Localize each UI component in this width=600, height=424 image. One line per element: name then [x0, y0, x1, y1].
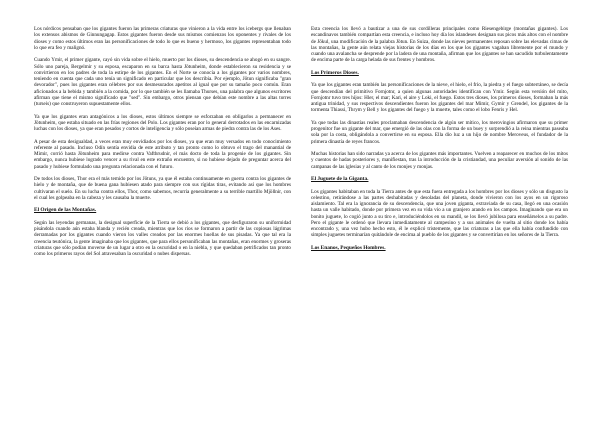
section-heading: El Juguete de la Giganta. [311, 176, 369, 182]
paragraph: Ya que los gigantes eran antagónicos a los dioses, estos últimos siempre se esforzaban en obligarlos a permanecer en Jötunheim, que estaba situado en las frías regiones del Polo. Los gigantes eran por lo general derrotados en las encarnizadas luchas con los dioses, ya que eran pesados y cortos de inteligencia y sólo poseían armas de piedra contra las de los Ases. [34, 113, 291, 132]
paragraph: Los nórdicos pensaban que los gigantes fueron las primeras criaturas que vinieron a la vida entre los icebergs que llenaban los extensos abismos de Ginnungagap. Estos gigantes fueron desde sus mismos comienzos los oponentes y rivales de los dioses y como estos últimos eran las personificaciones de todo lo que es bueno y hermoso, los gigantes representaban todo lo que era feo y malignó. [34, 26, 291, 51]
left-column [34, 26, 291, 424]
paragraph: Según las leyendas germanas, la desigual superficie de la Tierra se debió a los gigantes, que desfiguraron su uniformidad pisándola cuando aún estaba blanda y recién creada, mientras que los ríos se formaron a partir de las copiosas lágrimas derramadas por los gigantes cuando vieron los valles creados por las enormes huellas de sus pisadas. Ya que tal era la creencia teutónica, la gente imaginaba que los gigantes, que para ellos personificaban las montañas, eran enormes y groseras criaturas que sólo podían moverse de un lugar a otro en la oscuridad o en la niebla, y que quedaban petrificados tan pronto como los primeros rayos del Sol atravesaban la oscuridad o nubes dispersas. [34, 219, 291, 257]
paragraph: Cuando Ymir, el primer gigante, cayó sin vida sobre el hielo, muerto por los dioses, su descendencia se ahogó en su sangre. Sólo uno pareja, Bergelmir y su esposa, escaparon en su barca hasta Jötunheim, donde establecieron su residencia y se convirtieron en los padres de toda la estirpe de los gigantes. En el Norte se conocía a los gigantes por varios nombres, teniendo en cuenta que cada uno tenía un significado en particular que los describía. Por ejemplo, Jötun significaba "gran devorador", pues los gigantes eran célebres por sus desmesurados apetitos al igual que por su tamaño poco común. Eran aficionados a la bebida y también a la comida, por lo que también se les llamaba Thurses, una palabra que algunos escritores afirman que tiene el mismo significado que "sed". Sin embargo, otros piensan que debían este nombre a las altas torres (turseis) que construyeron supuestamente ellos. [34, 57, 291, 107]
paragraph: De todos los dioses, Thor era el más temido por los Jötuns, ya que él estaba continuamente en guerra contra los gigantes de hielo y de montaña, que de buena gana hubiesen atado para siempre con sus rígidas tiras, evitando así que los hombres cultivaran el suelo. En su lucha contra ellos, Thor, como sabemos, recurría generalmente a su terrible martillo Mjöllnir, con el cual les golpeaba en la cabeza y les causaba la muerte. [34, 176, 291, 201]
paragraph: A pesar de esta desigualdad, a veces eran muy envidiados por los dioses, ya que eran muy versados en todo conocimiento referente al pasado. Incluso Odín sentía envidia de este atributo y tan pronto como lo obtuvo el trago del manantial de Mimir, corrió hasta Jötunheim para medirse contra Vafthrudnir, el más docto de toda la progenie de los gigantes. Sin embargo, nunca hubiese logrado vencer a su rival en este extraño encuentro, si no hubiese dejado de preguntar acerca del pasado y hubiese formulado una pregunta relacionada con el futuro. [34, 138, 291, 170]
paragraph: Ya que los gigantes eran también las personificaciones de la nieve, el hielo, el frío, la piedra y el fuego subterráneo, se decía que descendían del primitivo Fornjotnr, a quien algunas autoridades identifican con Ymir. Según esta versión del mito, Fornjotnr tuvo tres hijos: Hler, el mar; Kari, el aire y Loki, el fuego. Estos tres dioses, los primeros dioses, formaban la más antigua trinidad, y sus respectivos descendientes fueron los gigantes del mar Mimir, Gymir y Grendel, los gigantes de la tormenta Thiassi, Thrym y Bell y los gigantes del fuego y la muerte, tales como el lobo Fenris y Hel. [311, 82, 568, 114]
paragraph: Esta creencia los llevó a bautizar a una de sus cordilleras principales como Riesengebirge (montañas gigantes). Los escandinavos también compartían esta creencia, e incluso hoy día los islandeses designan sus picos más altos con el nombre de Jökul, una modificación de la palabra Jötun. En Suiza, donde las nieves permanentes reposan sobre las elevadas cimas de las montañas, la gente aún relata viejas historias de los días en los que los gigantes vagaban libremente por el mundo y cuando una avalancha se desprende por la ladera de una montaña, afirman que los gigantes se han sacudido turbulentamente de encima parte de la carga helada de sus frentes y hombros. [311, 26, 568, 64]
section-heading: El Origen de las Montañas. [34, 207, 97, 214]
right-column [311, 26, 568, 424]
paragraph: Muchas historias han sido narradas ya acerca de los gigantes más importantes. Vuelven a reaparecer en muchos de los mitos y cuentos de hadas posteriores y, manifiestan, tras la introducción de la cristiandad, una peculiar aversión al sonido de las campanas de las iglesias y al canto de los monjes y monjas. [311, 151, 568, 170]
section-heading: Los Enanos, Pequeños Hombres. [311, 244, 386, 251]
section-heading: Los Primeros Dioses. [311, 69, 359, 76]
paragraph: Los gigantes habitaban en toda la Tierra antes de que esta fuera entregada a los hombres por los dioses y sólo un disgusto la celestino, retirándose a las partes deshabitadas y desoladas del planeta, donde vivieron con los ayos en un rigoroso aislamiento. Tal era la ignorancia de su descendencia, que una joven giganta, extraviada de su casa, llegó en una ocasión hasta un valle habitado, donde por primera vez en su vida vio a un granjero arando en los campos. Imaginando que era un bonito juguete, lo cogió junto a su tiro e, introduciéndolos en su mandil, se los llevó jubilosa para enseñárselos a su padre. Pero el gigante le ordenó que llevara inmediatamente al campesino y a sus animales de vuelta al sitio donde los había encontrado y, una vez hubo hecho esto, él le explicó tristemente, que las criaturas a las que ella había confundido con simples juguetes terminarían quitándole de encima al pueblo de los gigantes y se convertirían en los señores de la Tierra. [311, 188, 568, 239]
paragraph: Ya que todas las dinastías reales proclamaban descendencia de algún ser mítico, los merovingios afirmaron que su primer progenitor fue un gigante del mar, que emergió de las olas con la forma de un buey y sorprendió a la reina mientras paseaba sola por la costa, obligándola a convertirse en su esposa. Ella dio luz a un hijo de nombre Meroveus, el fundador de la primera dinastía de reyes francos. [311, 119, 568, 145]
